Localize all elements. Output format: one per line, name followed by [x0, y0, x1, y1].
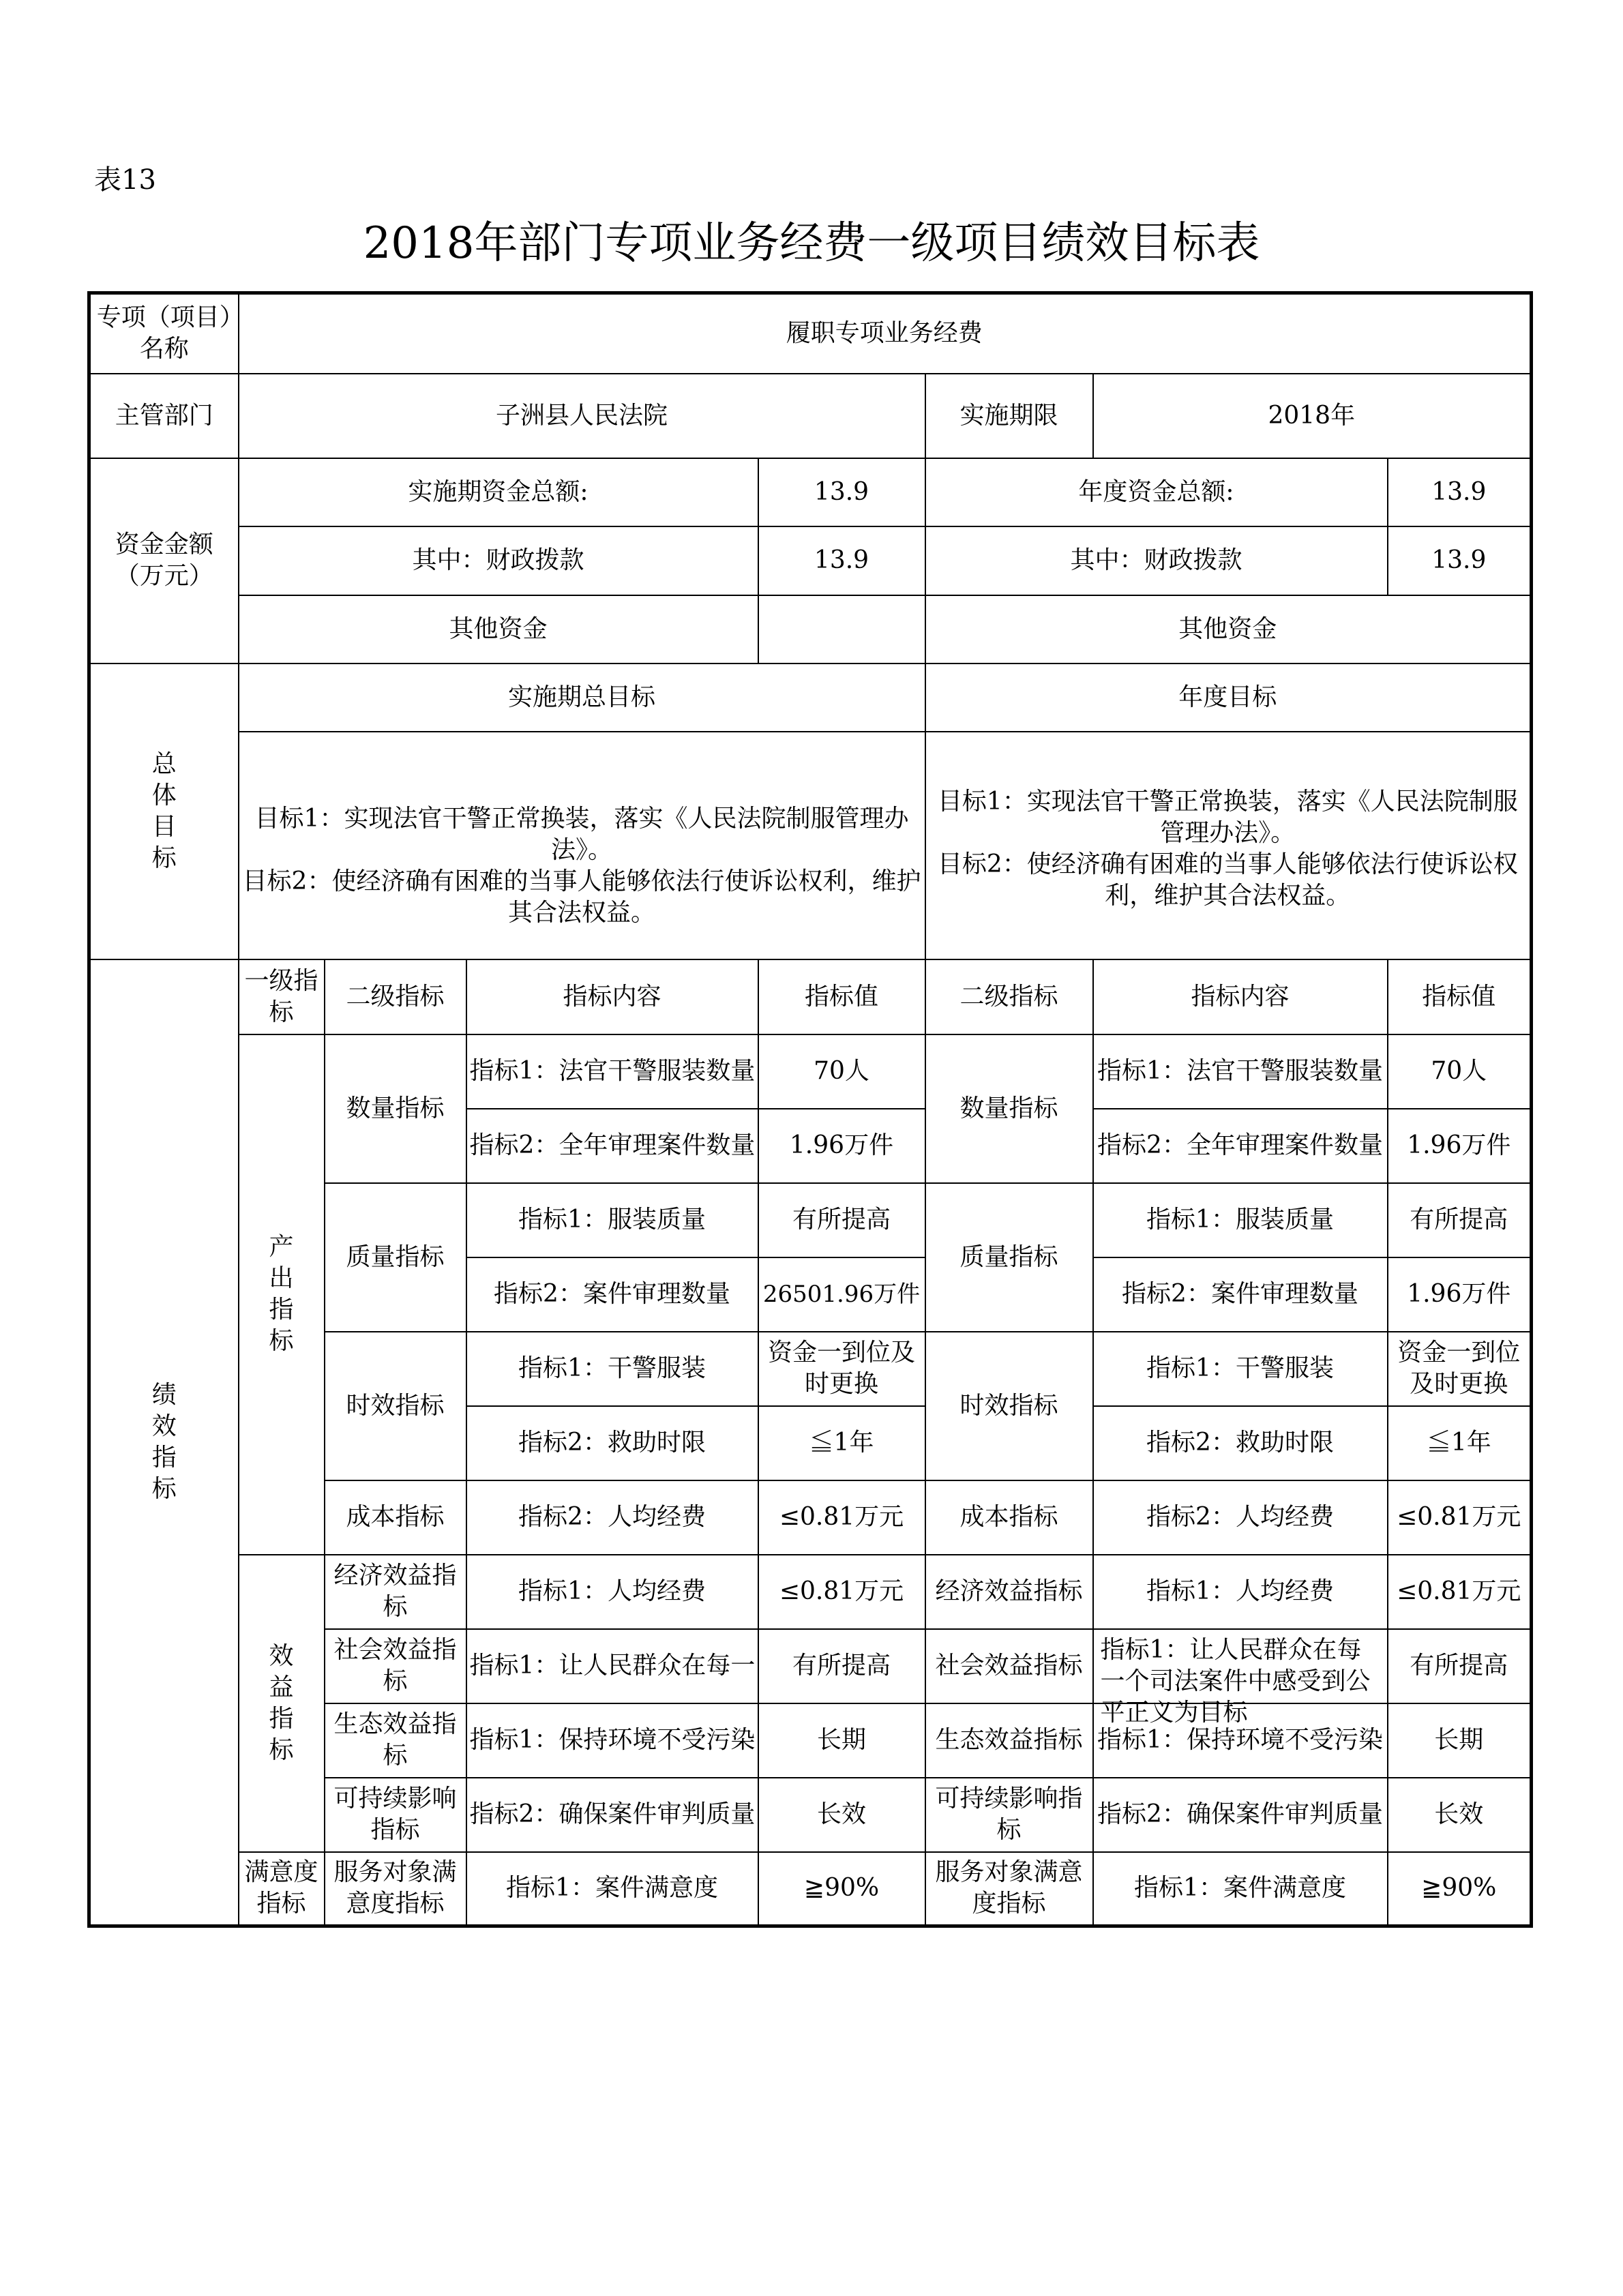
annual-goal-header: 年度目标 [925, 664, 1532, 732]
indicator-content-annual: 指标1：服装质量 [1093, 1183, 1388, 1257]
indicator-value: 70人 [758, 1034, 925, 1109]
benefit-indicators-label: 效益指标 [239, 1555, 325, 1852]
indicator-value: ≧90% [758, 1852, 925, 1926]
indicator-value-annual: ≤0.81万元 [1388, 1555, 1532, 1629]
indicator-value: 1.96万件 [758, 1109, 925, 1183]
indicator-content: 指标2：人均经费 [466, 1480, 758, 1555]
social-benefit-indicator: 社会效益指标 [325, 1629, 466, 1703]
other-funds-value [758, 595, 925, 664]
quality-indicator-annual: 质量指标 [925, 1183, 1093, 1332]
header-value-annual: 指标值 [1388, 959, 1532, 1034]
indicator-content-annual: 指标1：法官干警服装数量 [1093, 1034, 1388, 1109]
sustainable-impact-indicator-annual: 可持续影响指标 [925, 1778, 1093, 1852]
economic-benefit-indicator-annual: 经济效益指标 [925, 1555, 1093, 1629]
department-value: 子洲县人民法院 [239, 374, 925, 458]
indicator-content-annual: 指标1：干警服装 [1093, 1332, 1388, 1406]
header-content: 指标内容 [466, 959, 758, 1034]
indicator-value-annual: 有所提高 [1388, 1629, 1532, 1703]
indicator-content: 指标1：人均经费 [466, 1555, 758, 1629]
cost-indicator-annual: 成本指标 [925, 1480, 1093, 1555]
indicator-value: 长效 [758, 1778, 925, 1852]
header-level1: 一级指标 [239, 959, 325, 1034]
satisfaction-indicators-label: 满意度指标 [239, 1852, 325, 1926]
total-funds-value: 13.9 [758, 458, 925, 526]
indicator-value: 26501.96万件 [758, 1257, 925, 1332]
indicator-content-annual: 指标1：保持环境不受污染 [1093, 1703, 1388, 1778]
indicator-content: 指标1：让人民群众在每一 [466, 1629, 758, 1703]
output-indicators-label: 产出指标 [239, 1034, 325, 1555]
period-label: 实施期限 [925, 374, 1093, 458]
fiscal-funds-value-annual: 13.9 [1388, 526, 1532, 595]
indicator-value-annual: ≧90% [1388, 1852, 1532, 1926]
table-number-label: 表13 [94, 164, 156, 196]
indicator-content-annual: 指标2：救助时限 [1093, 1406, 1388, 1480]
indicator-value-annual: ≤0.81万元 [1388, 1480, 1532, 1555]
fiscal-funds-label-annual: 其中：财政拨款 [925, 526, 1388, 595]
indicator-value: 资金一到位及时更换 [758, 1332, 925, 1406]
annual-goal-text: 目标1：实现法官干警正常换装，落实《人民法院制服管理办法》。 目标2：使经济确有困难的当事人能够依法行使诉讼权利，维护其合法权益。 [925, 732, 1532, 959]
indicator-content: 指标2：确保案件审判质量 [466, 1778, 758, 1852]
total-funds-label: 实施期资金总额: [239, 458, 758, 526]
indicator-value-annual: 资金一到位及时更换 [1388, 1332, 1532, 1406]
cost-indicator: 成本指标 [325, 1480, 466, 1555]
quantity-indicator-annual: 数量指标 [925, 1034, 1093, 1183]
quality-indicator: 质量指标 [325, 1183, 466, 1332]
header-level2: 二级指标 [325, 959, 466, 1034]
indicator-value-annual: 1.96万件 [1388, 1257, 1532, 1332]
header-level2-annual: 二级指标 [925, 959, 1093, 1034]
annual-funds-value: 13.9 [1388, 458, 1532, 526]
fiscal-funds-label: 其中：财政拨款 [239, 526, 758, 595]
indicator-content-annual: 指标2：人均经费 [1093, 1480, 1388, 1555]
indicator-content-annual: 指标2：确保案件审判质量 [1093, 1778, 1388, 1852]
period-goal-text: 目标1：实现法官干警正常换装，落实《人民法院制服管理办法》。 目标2：使经济确有困难的当事人能够依法行使诉讼权利，维护其合法权益。 [239, 732, 925, 959]
indicator-value: ≤0.81万元 [758, 1480, 925, 1555]
indicator-content-annual: 指标1：让人民群众在每一个司法案件中感受到公平正义为目标 [1093, 1629, 1388, 1703]
indicator-content-annual: 指标2：案件审理数量 [1093, 1257, 1388, 1332]
indicator-content: 指标1：案件满意度 [466, 1852, 758, 1926]
other-funds-label: 其他资金 [239, 595, 758, 664]
service-satisfaction-indicator-annual: 服务对象满意度指标 [925, 1852, 1093, 1926]
service-satisfaction-indicator: 服务对象满意度指标 [325, 1852, 466, 1926]
header-value: 指标值 [758, 959, 925, 1034]
header-content-annual: 指标内容 [1093, 959, 1388, 1034]
indicator-value-annual: 长效 [1388, 1778, 1532, 1852]
indicator-content: 指标1：干警服装 [466, 1332, 758, 1406]
indicator-content: 指标2：案件审理数量 [466, 1257, 758, 1332]
indicator-value: 有所提高 [758, 1629, 925, 1703]
indicator-value-annual: 长期 [1388, 1703, 1532, 1778]
timeliness-indicator-annual: 时效指标 [925, 1332, 1093, 1480]
document-title: 2018年部门专项业务经费一级项目绩效目标表 [363, 218, 1260, 269]
indicator-content: 指标1：法官干警服装数量 [466, 1034, 758, 1109]
project-name-label: 专项（项目）名称 [89, 293, 239, 374]
indicator-content: 指标1：服装质量 [466, 1183, 758, 1257]
social-benefit-indicator-annual: 社会效益指标 [925, 1629, 1093, 1703]
overall-goals-label: 总体目标 [89, 664, 239, 959]
indicator-content-annual: 指标1：案件满意度 [1093, 1852, 1388, 1926]
period-value: 2018年 [1093, 374, 1532, 458]
annual-funds-label: 年度资金总额: [925, 458, 1388, 526]
indicator-value: ≦1年 [758, 1406, 925, 1480]
indicator-content: 指标2：救助时限 [466, 1406, 758, 1480]
indicator-value-annual: 1.96万件 [1388, 1109, 1532, 1183]
ecological-benefit-indicator-annual: 生态效益指标 [925, 1703, 1093, 1778]
project-name-value: 履职专项业务经费 [239, 293, 1532, 374]
performance-target-table [87, 291, 1533, 1928]
economic-benefit-indicator: 经济效益指标 [325, 1555, 466, 1629]
indicator-content-annual: 指标2：全年审理案件数量 [1093, 1109, 1388, 1183]
indicator-content: 指标2：全年审理案件数量 [466, 1109, 758, 1183]
ecological-benefit-indicator: 生态效益指标 [325, 1703, 466, 1778]
sustainable-impact-indicator: 可持续影响指标 [325, 1778, 466, 1852]
indicator-content: 指标1：保持环境不受污染 [466, 1703, 758, 1778]
indicator-value-annual: 有所提高 [1388, 1183, 1532, 1257]
quantity-indicator: 数量指标 [325, 1034, 466, 1183]
indicator-value: 有所提高 [758, 1183, 925, 1257]
indicator-value-annual: ≦1年 [1388, 1406, 1532, 1480]
department-label: 主管部门 [89, 374, 239, 458]
fiscal-funds-value: 13.9 [758, 526, 925, 595]
funds-label: 资金金额（万元） [89, 458, 239, 664]
indicator-value: 长期 [758, 1703, 925, 1778]
indicator-value: ≤0.81万元 [758, 1555, 925, 1629]
other-funds-label-annual: 其他资金 [925, 595, 1532, 664]
performance-indicators-label: 绩效指标 [89, 959, 239, 1926]
indicator-value-annual: 70人 [1388, 1034, 1532, 1109]
indicator-content-annual: 指标1：人均经费 [1093, 1555, 1388, 1629]
timeliness-indicator: 时效指标 [325, 1332, 466, 1480]
period-goal-header: 实施期总目标 [239, 664, 925, 732]
